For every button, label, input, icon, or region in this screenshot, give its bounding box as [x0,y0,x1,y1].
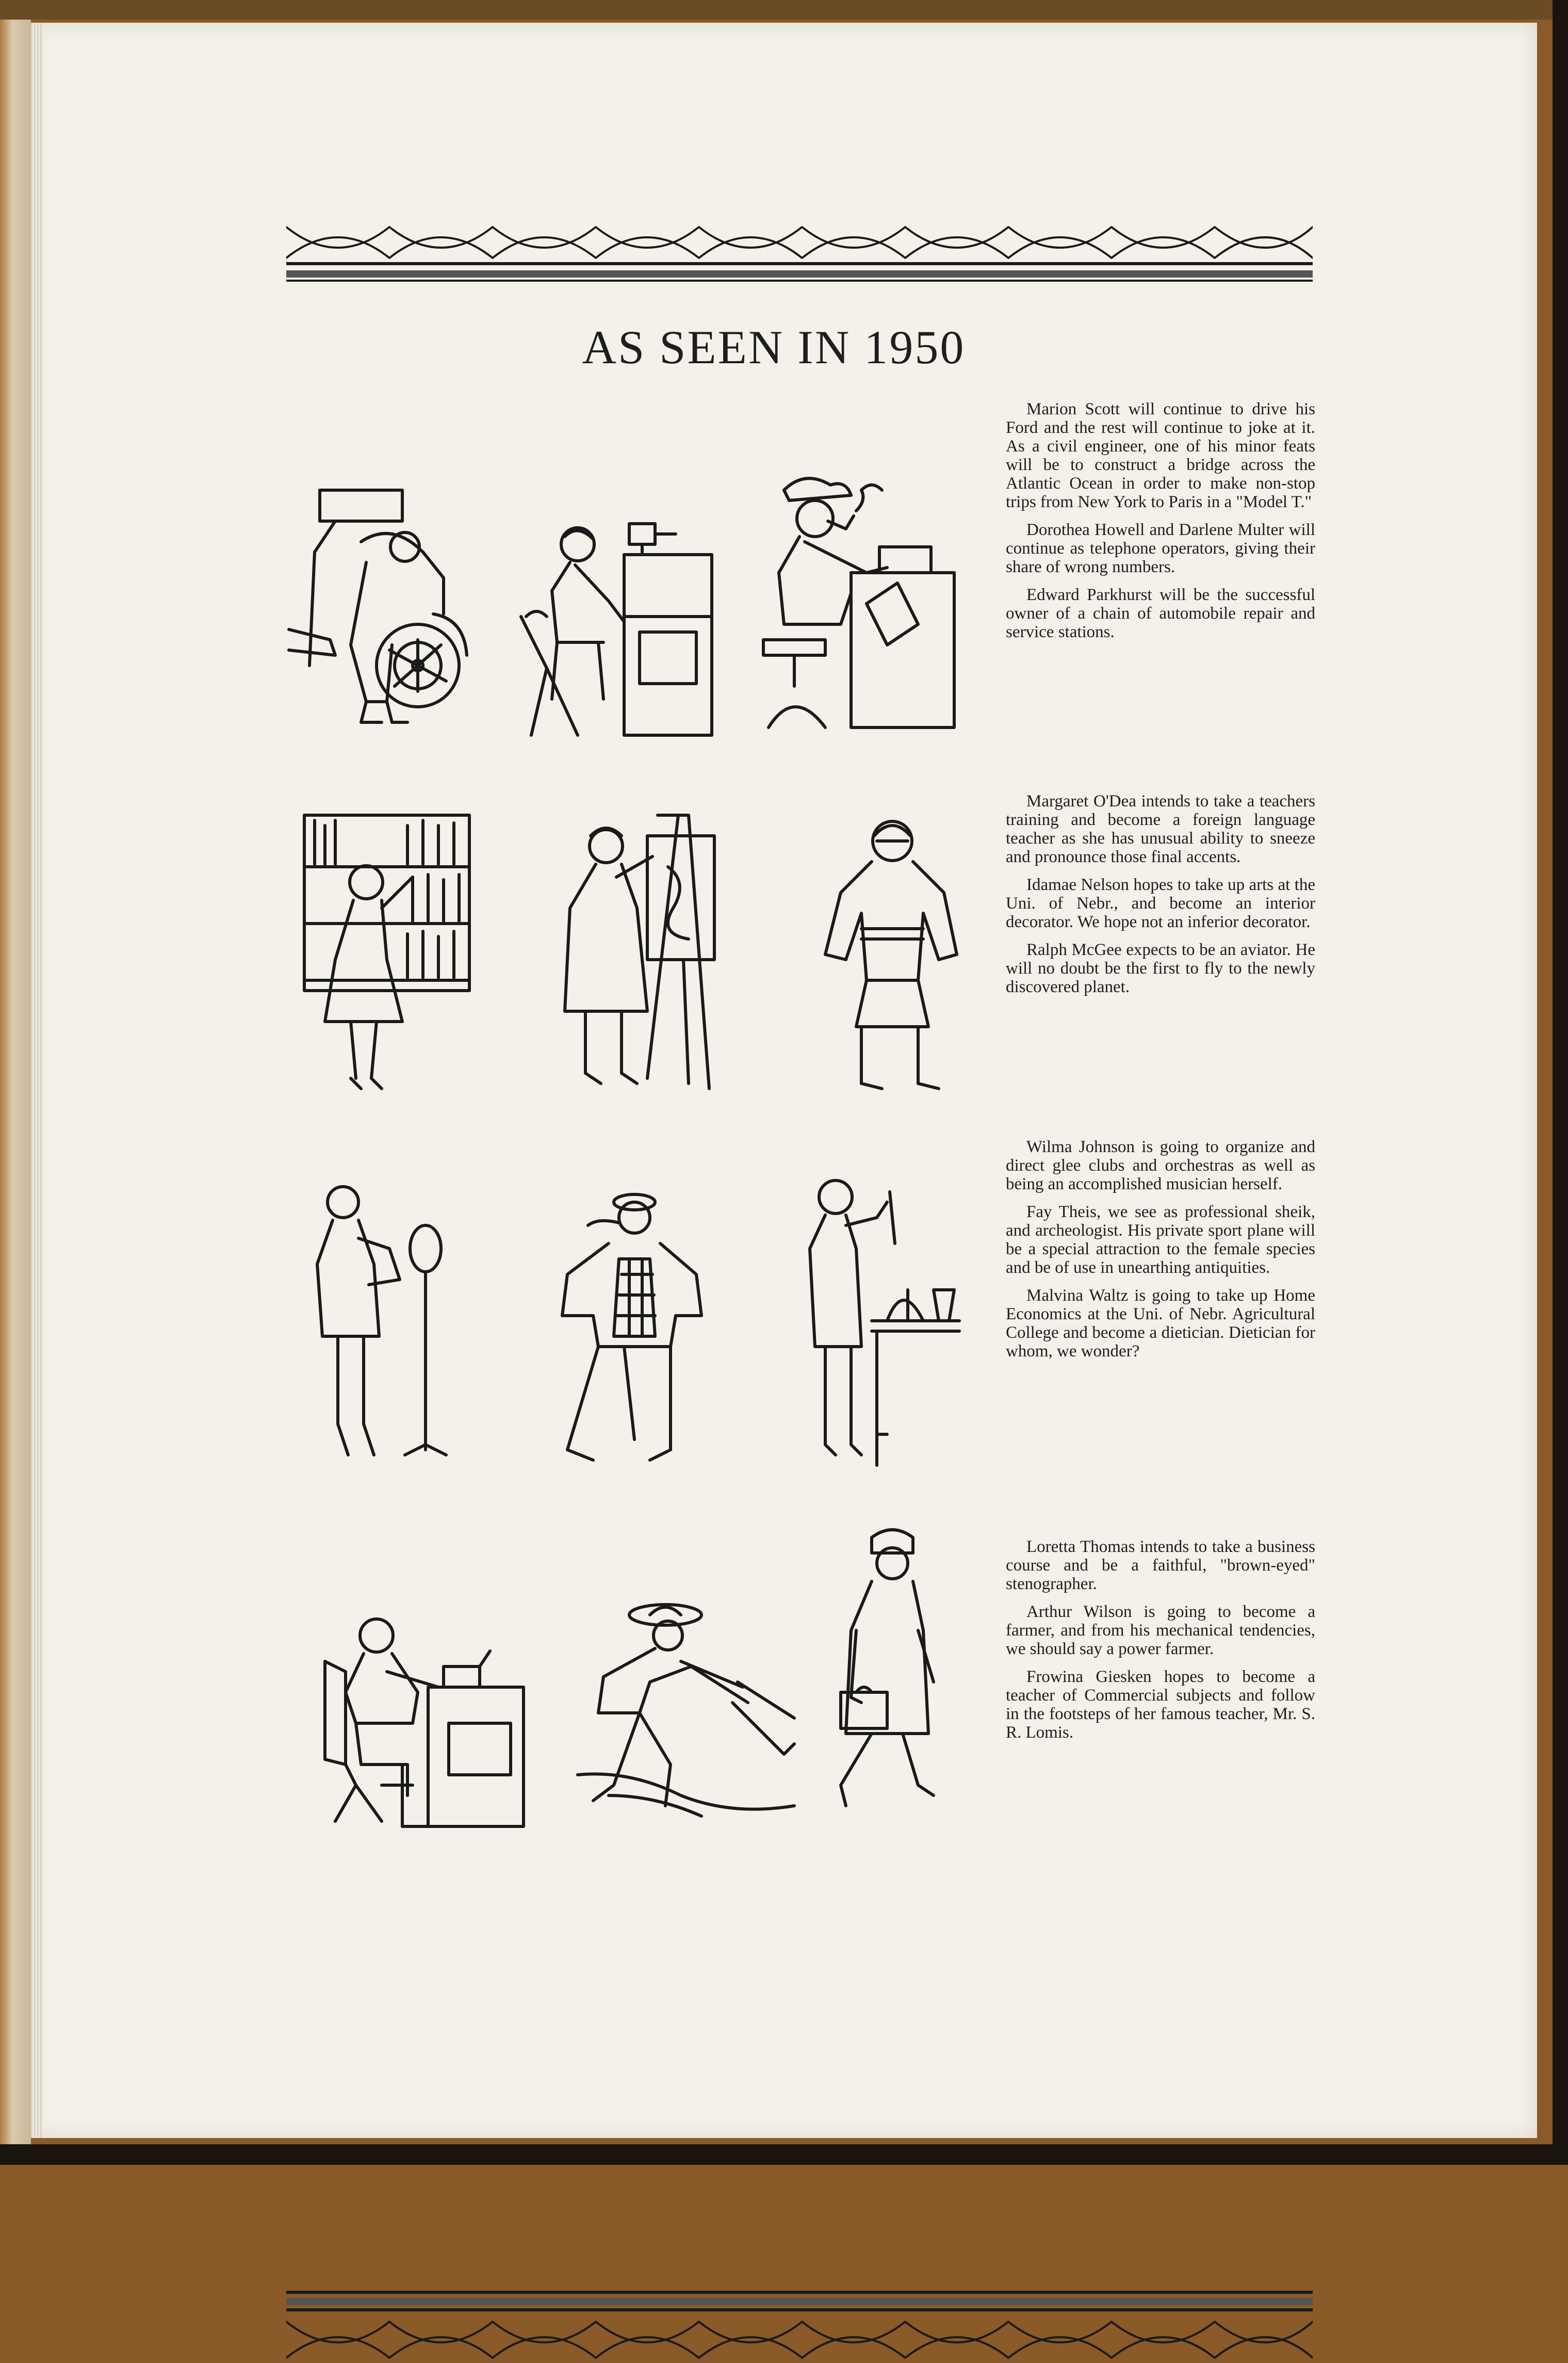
woman-in-laboratory-illustration [805,1176,959,1465]
man-at-typewriter-illustration [763,470,959,738]
paragraph: Frowina Giesken hopes to become a teacher of Commercial subjects and follow in the footsteps of her famous teacher, Mr. S. R. Lomis. [1006,1668,1315,1742]
page-edge [31,23,42,2138]
paragraph: Edward Parkhurst will be the successful owner of a chain of automobile repair and service stations. [1006,586,1315,641]
bottom-ornamental-border [286,2291,1313,2363]
text-block-row-1 [1006,400,1315,651]
paragraph: Arthur Wilson is going to become a farmer, and from his mechanical tendencies, we should say a power farmer. [1006,1603,1315,1658]
sheik-in-vest-illustration [547,1182,712,1465]
paragraph: Ralph McGee expects to be an aviator. He will no doubt be the first to fly to the newly discovered planet. [1006,941,1315,996]
paragraph: Margaret O'Dea intends to take a teachers training and become a foreign language teacher as she has unusual ability to sneeze and pronounce those final accents. [1006,792,1315,866]
text-block-row-3 [1006,1138,1315,1370]
paragraph: Wilma Johnson is going to organize and direct glee clubs and orchestras as well as being an accomplished musician herself. [1006,1138,1315,1193]
scan-bottom-edge [0,2144,1568,2165]
woman-painting-illustration [554,805,735,1094]
telephone-operator-illustration [521,513,727,740]
stenographer-illustration [325,1610,526,1826]
book-spine [0,20,31,2145]
singer-at-microphone-illustration [312,1182,467,1460]
paragraph: Fay Theis, we see as professional sheik, and archeologist. His private sport plane will be a special attraction to the female species and be of use in unearthing antiquities. [1006,1203,1315,1277]
text-block-row-2 [1006,792,1315,1006]
aviator-illustration [825,810,959,1094]
scan-top-edge [0,0,1568,20]
scan-right-edge [1553,0,1568,2165]
paragraph: Idamae Nelson hopes to take up arts at the Uni. of Nebr., and become an interior decorator. We hope not an inferior decorator. [1006,876,1315,931]
mechanic-at-car-illustration [289,480,475,738]
paragraph: Marion Scott will continue to drive his Ford and the rest will continue to joke at it. As a civil engineer, one of his minor feats will be to construct a bridge across the Atlantic Ocean in order to make non-stop trips from New York to Paris in a "Model T." [1006,400,1315,511]
page-title: AS SEEN IN 1950 [582,321,966,374]
text-block-row-4 [1006,1537,1315,1751]
farmer-with-plow-illustration [578,1599,794,1826]
paragraph: Malvina Waltz is going to take up Home Economics at the Uni. of Nebr. Agricultural College and become a dietician. Dietician for whom, we wonder? [1006,1286,1315,1361]
paragraph: Loretta Thomas intends to take a business course and be a faithful, "brown-eyed" stenographer. [1006,1537,1315,1593]
paragraph: Dorothea Howell and Darlene Multer will continue as telephone operators, giving their share of wrong numbers. [1006,521,1315,576]
teacher-with-briefcase-illustration [830,1527,965,1816]
top-ornamental-border [286,217,1313,284]
woman-at-bookshelf-illustration [304,815,469,1094]
